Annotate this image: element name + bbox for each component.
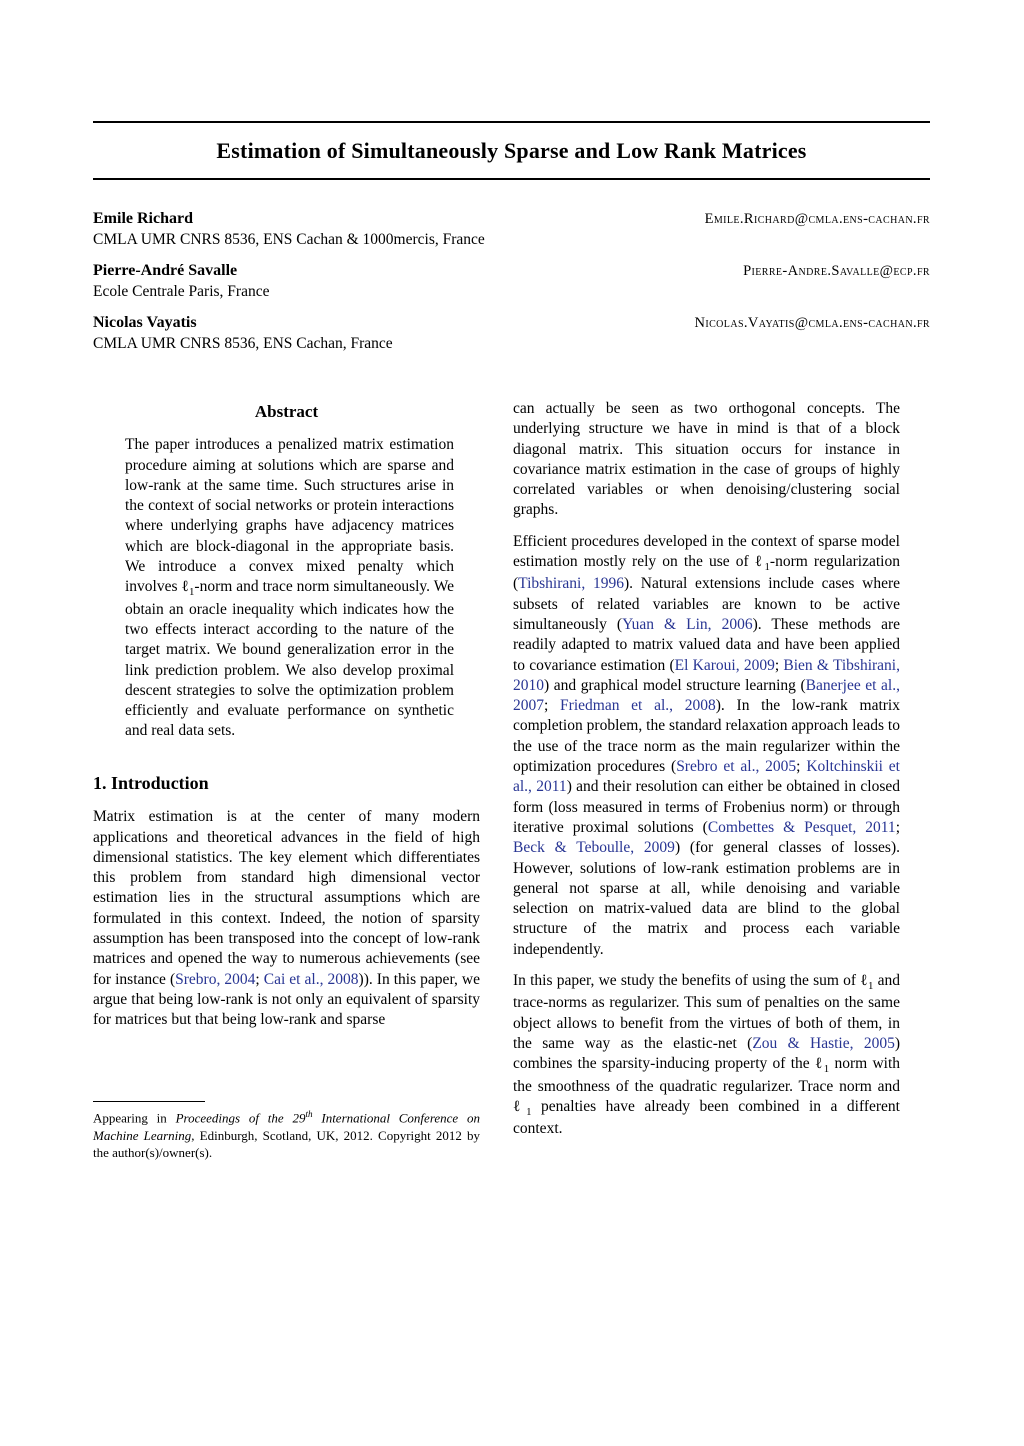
author-block <box>93 210 930 353</box>
paper-page <box>0 121 1024 1161</box>
text-segment: 1 <box>823 1063 830 1076</box>
text-segment: 1 <box>526 1105 532 1118</box>
two-column-body <box>93 399 930 1161</box>
citation-link[interactable]: Zou & Hastie, 2005 <box>752 1034 895 1052</box>
citation-link[interactable]: Cai et al., 2008 <box>263 970 359 988</box>
text-segment: norm with the smoothness of the quadratic regularizer. Trace norm and <box>513 1055 900 1095</box>
text-segment: ) (for general classes of losses). However, solutions of low-rank estimation problems are in general not sparse at all, while denoising and variable selection on matrix-valued data are blind to the global structure of the matrix and process each variable independently. <box>513 839 900 958</box>
text-segment: )). In this paper, we argue that being low-rank is not only an equivalent of sparsity for matrices but that being low-rank and sparse <box>93 970 480 1029</box>
citation-link[interactable]: Bien & Tibshirani, 2010 <box>513 656 900 694</box>
text-segment: penalties have already been combined in a different context. <box>513 1097 900 1138</box>
abstract-text <box>125 435 454 741</box>
text-segment: International Conference on Machine Learning <box>93 1110 481 1143</box>
author-name: Emile Richard <box>93 210 193 227</box>
author-name: Nicolas Vayatis <box>93 314 197 331</box>
author-name: Pierre-André Savalle <box>93 262 238 279</box>
text-segment: ℓ <box>754 553 765 571</box>
citation-link[interactable]: Yuan & Lin, 2006 <box>622 615 753 633</box>
text-segment: ℓ <box>814 1055 824 1073</box>
title-rule-bottom <box>93 178 930 180</box>
left-column <box>93 399 480 1161</box>
author-email: Nicolas.Vayatis@cmla.ens-cachan.fr <box>694 315 930 331</box>
citation-link[interactable]: Beck & Teboulle, 2009 <box>513 839 675 857</box>
paper-title: Estimation of Simultaneously Sparse and Low Rank Matrices <box>216 138 807 163</box>
citation-link[interactable]: Srebro et al., 2005 <box>676 758 797 776</box>
right-column <box>513 399 900 1161</box>
text-segment: 1 <box>764 561 770 574</box>
citation-link[interactable]: Friedman et al., 2008 <box>560 697 716 715</box>
footnote-text <box>93 1108 480 1161</box>
footnote <box>93 1101 480 1161</box>
text-segment: 1 <box>189 586 195 599</box>
text-segment: Efficient procedures developed in the context of sparse model estimation mostly rely on the use of <box>513 532 900 571</box>
text-segment: In this paper, we study the benefits of using the sum of <box>513 972 861 990</box>
citation-link[interactable]: Tibshirani, 1996 <box>518 575 624 593</box>
title-rule-top <box>93 121 930 123</box>
text-segment: -norm and trace norm simultaneously. We obtain an oracle inequality which indicates how the two effects interact according to the nature of the target matrix. We bound generalization error in the link prediction problem. We also develop proximal descent strategies to solve the optimization problem efficiently and evaluate performance on synthetic and real data sets. <box>125 578 454 740</box>
text-segment: ℓ <box>181 578 189 596</box>
author-line <box>93 262 930 280</box>
intro-paragraph <box>93 807 480 1030</box>
citation-link[interactable]: Koltchinskii et al., 2011 <box>513 758 900 796</box>
citation-link[interactable]: Combettes & Pesquet, 2011 <box>707 818 896 836</box>
text-segment: th <box>305 1109 313 1120</box>
text-segment: ). In the low-rank matrix completion problem, the standard relaxation approach leads to the use of the trace norm as the main regularizer within the optimization procedures ( <box>513 697 900 776</box>
body-paragraph <box>513 971 900 1139</box>
text-segment: The paper introduces a penalized matrix estimation procedure aiming at solutions which are sparse and low-rank at the same time. Such structures arise in the context of social networks or protein interactions where underlying graphs have adjacency matrices which are block-diagonal in the appropriate basis. We introduce a convex mixed penalty which involves <box>125 436 454 596</box>
author-line <box>93 210 930 228</box>
text-segment: ) and their resolution can either be obtained in closed form (loss measured in terms of Frobenius norm) or through iterative proximal solutions ( <box>513 778 900 836</box>
text-segment: ). These methods are readily adapted to matrix valued data and have been applied to covariance estimation ( <box>513 615 900 674</box>
citation-link[interactable]: El Karoui, 2009 <box>674 656 775 674</box>
text-segment: ; <box>255 970 264 988</box>
text-segment: ; <box>544 697 561 715</box>
citation-link[interactable]: Srebro, 2004 <box>175 970 256 988</box>
abstract-heading: Abstract <box>254 402 319 421</box>
author-email: Pierre-Andre.Savalle@ecp.fr <box>743 263 930 279</box>
section-heading-introduction: 1. Introduction <box>93 772 209 793</box>
author-affiliation: CMLA UMR CNRS 8536, ENS Cachan & 1000mercis, France <box>93 231 485 248</box>
text-segment: ; <box>796 758 807 776</box>
body-paragraph <box>513 399 900 521</box>
author-affiliation: CMLA UMR CNRS 8536, ENS Cachan, France <box>93 335 393 352</box>
text-segment: can actually be seen as two orthogonal concepts. The underlying structure we have in mind is that of a block diagonal matrix. This situation occurs for instance in covariance matrix estimation in the case of groups of highly correlated variables or when denoising/clustering social graphs. <box>513 400 900 519</box>
text-segment: Proceedings of the 29 <box>175 1110 306 1126</box>
body-paragraph <box>513 532 900 960</box>
text-segment: ) and graphical model structure learning ( <box>544 676 806 694</box>
footnote-rule <box>93 1101 205 1102</box>
text-segment: ; <box>774 656 784 674</box>
text-segment: ; <box>895 818 900 836</box>
author-entry <box>93 210 930 249</box>
text-segment: Appearing in <box>93 1110 176 1126</box>
text-segment: ℓ <box>513 1097 527 1115</box>
text-segment: , Edinburgh, Scotland, UK, 2012. Copyright 2012 by the author(s)/owner(s). <box>93 1127 481 1160</box>
text-segment: ℓ <box>860 972 868 990</box>
author-entry <box>93 262 930 301</box>
text-segment: Matrix estimation is at the center of many modern applications and theoretical advances in the field of high dimensional statistics. The key element which differentiates this problem from standard high dimensional vector estimation lies in the structural assumptions which are formulated in this context. Indeed, the notion of sparsity assumption has been transposed into the concept of low-rank matrices and opened the way to numerous achievements (see for instance ( <box>93 808 480 988</box>
text-segment: and trace-norms as regularizer. This sum of penalties on the same object allows to benefit from the virtues of both of them, in the same way as the elastic-net ( <box>513 972 900 1052</box>
text-segment: 1 <box>867 980 874 993</box>
text-segment: ). Natural extensions include cases where subsets of related variables are known to be active simultaneously ( <box>513 575 901 633</box>
author-entry <box>93 314 930 353</box>
citation-link[interactable]: Banerjee et al., 2007 <box>513 676 900 715</box>
text-segment: -norm regularization ( <box>513 553 900 593</box>
author-line <box>93 314 930 332</box>
text-segment: ) combines the sparsity-inducing property of the <box>513 1034 901 1073</box>
author-email: Emile.Richard@cmla.ens-cachan.fr <box>704 211 930 227</box>
author-affiliation: Ecole Centrale Paris, France <box>93 283 270 300</box>
